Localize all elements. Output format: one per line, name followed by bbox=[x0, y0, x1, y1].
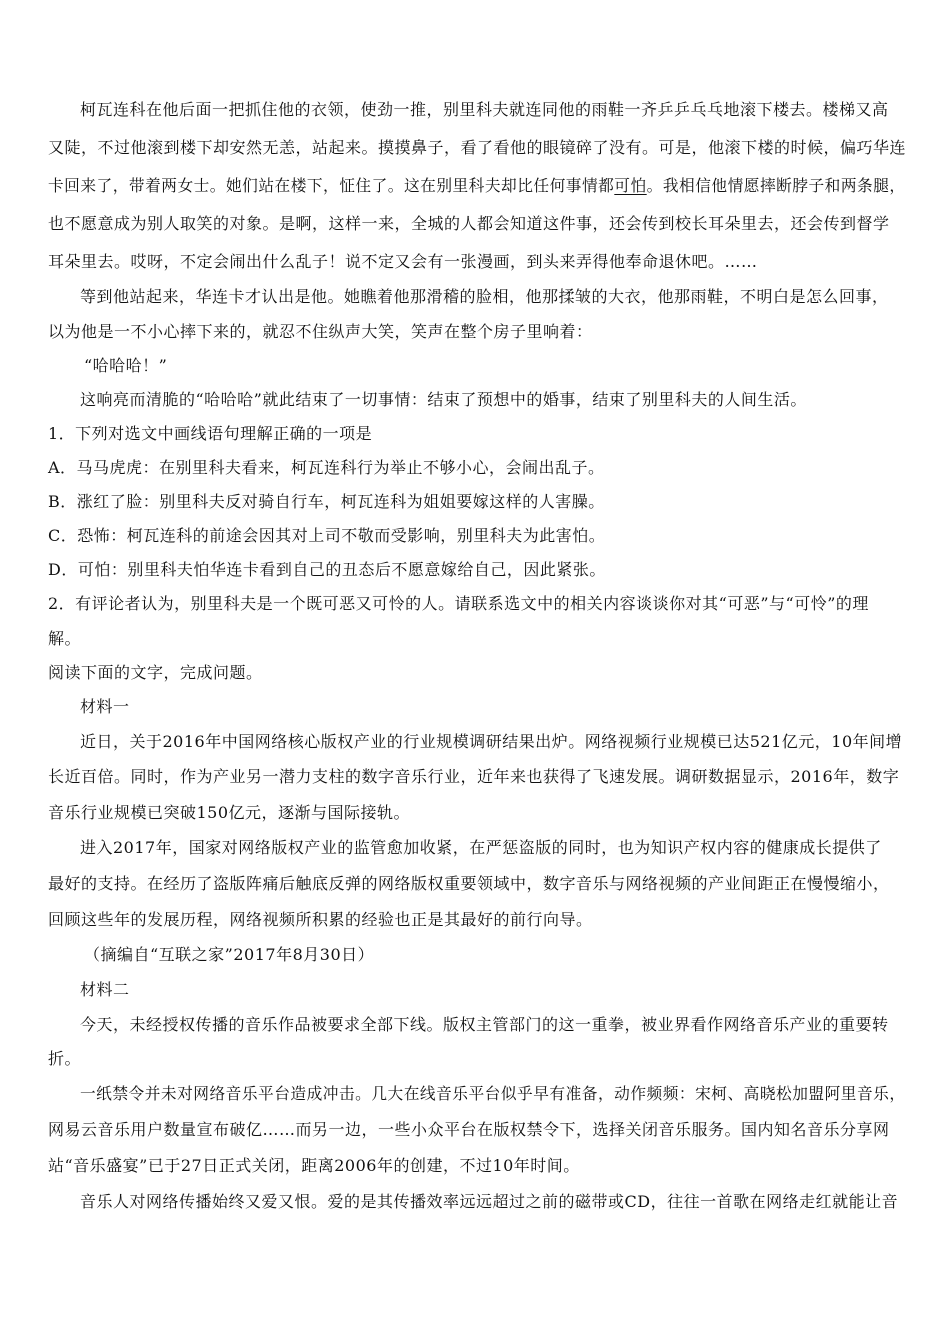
passage-p1-line4: 也不愿意成为别人取笑的对象。是啊，这样一来，全城的人都会知道这件事，还会传到校长耳朵里去，还会传到督学 bbox=[48, 214, 890, 233]
material-1-source: （摘编自“互联之家”2017年8月30日） bbox=[84, 945, 375, 964]
material-2-p1-line1: 今天，未经授权传播的音乐作品被要求全部下线。版权主管部门的这一重拳，被业界看作网络音乐产业的重要转 bbox=[80, 1015, 889, 1034]
passage-p1-line3-a: 卡回来了，带着两女士。她们站在楼下，怔住了。这在别里科夫却比任何事情都 bbox=[48, 176, 615, 195]
passage-p1-line3-b: 。我相信他情愿摔断脖子和两条腿， bbox=[646, 176, 906, 195]
material-1-p2-line3: 回顾这些年的发展历程，网络视频所积累的经验也正是其最好的前行向导。 bbox=[48, 910, 593, 929]
material-1-title: 材料一 bbox=[80, 697, 130, 716]
passage-p2-line2: 以为他是一不小心摔下来的，就忍不住纵声大笑，笑声在整个房子里响着： bbox=[48, 322, 593, 341]
material-1-p1-line3: 音乐行业规模已突破150亿元，逐渐与国际接轨。 bbox=[48, 803, 411, 822]
material-2-p1-line2: 折。 bbox=[48, 1049, 82, 1068]
material-2-p2-line2: 网易云音乐用户数量宣布破亿……而另一边，一些小众平台在版权禁令下，选择关闭音乐服务。国内知名音乐分享网 bbox=[48, 1120, 890, 1139]
material-2-p2-line3: 站“音乐盛宴”已于27日正式关闭，距离2006年的创建，不过10年时间。 bbox=[48, 1156, 580, 1175]
material-1-p1-line2: 长近百倍。同时，作为产业另一潜力支柱的数字音乐行业，近年来也获得了飞速发展。调研数据显示，2016年，数字 bbox=[48, 767, 900, 786]
passage-p1-line3 bbox=[48, 176, 906, 196]
material-2-p2-line1: 一纸禁令并未对网络音乐平台造成冲击。几大在线音乐平台似乎早有准备，动作频频：宋柯、高晓松加盟阿里音乐， bbox=[80, 1084, 906, 1103]
material-1-p1-line1: 近日，关于2016年中国网络核心版权产业的行业规模调研结果出炉。网络视频行业规模已达521亿元，10年间增 bbox=[80, 732, 903, 751]
question-2-line1: 2．有评论者认为，别里科夫是一个既可恶又可怜的人。请联系选文中的相关内容谈谈你对其“可恶”与“可怜”的理 bbox=[48, 594, 869, 613]
passage-p3: “哈哈哈！” bbox=[84, 356, 168, 375]
question-1: 1．下列对选文中画线语句理解正确的一项是 bbox=[48, 424, 373, 443]
question-2-line2: 解。 bbox=[48, 629, 82, 648]
question-1-option-d: D．可怕：别里科夫怕华连卡看到自己的丑态后不愿意嫁给自己，因此紧张。 bbox=[48, 560, 606, 579]
material-1-p2-line1: 进入2017年，国家对网络版权产业的监管愈加收紧，在严惩盗版的同时，也为知识产权内容的健康成长提供了 bbox=[80, 838, 882, 857]
material-1-p2-line2: 最好的支持。在经历了盗版阵痛后触底反弹的网络版权重要领域中，数字音乐与网络视频的产业间距正在慢慢缩小， bbox=[48, 874, 890, 893]
question-1-option-c: C．恐怖：柯瓦连科的前途会因其对上司不敬而受影响，别里科夫为此害怕。 bbox=[48, 526, 606, 545]
material-2-title: 材料二 bbox=[80, 980, 130, 999]
material-2-p3-line1: 音乐人对网络传播始终又爱又恨。爱的是其传播效率远远超过之前的磁带或CD，往往一首歌在网络走红就能让音 bbox=[80, 1192, 899, 1211]
reading-intro: 阅读下面的文字，完成问题。 bbox=[48, 663, 263, 682]
passage-p4: 这响亮而清脆的“哈哈哈”就此结束了一切事情：结束了预想中的婚事，结束了别里科夫的人间生活。 bbox=[80, 390, 807, 409]
question-1-option-b: B．涨红了脸：别里科夫反对骑自行车，柯瓦连科为姐姐要嫁这样的人害臊。 bbox=[48, 492, 605, 511]
question-1-option-a: A．马马虎虎：在别里科夫看来，柯瓦连科行为举止不够小心，会闹出乱子。 bbox=[48, 458, 605, 477]
passage-p1-line1: 柯瓦连科在他后面一把抓住他的衣领，使劲一推，别里科夫就连同他的雨鞋一齐乒乒乓乓地滚下楼去。楼梯又高 bbox=[80, 100, 889, 119]
passage-p1-line2: 又陡，不过他滚到楼下却安然无恙，站起来。摸摸鼻子，看了看他的眼镜碎了没有。可是，他滚下楼的时候，偏巧华连 bbox=[48, 138, 907, 157]
underlined-phrase: 可怕 bbox=[614, 176, 647, 195]
passage-p2-line1: 等到他站起来，华连卡才认出是他。她瞧着他那滑稽的脸相，他那揉皱的大衣，他那雨鞋，不明白是怎么回事， bbox=[80, 287, 889, 306]
passage-p1-line5: 耳朵里去。哎呀，不定会闹出什么乱子！说不定又会有一张漫画，到头来弄得他奉命退休吧。…… bbox=[48, 252, 758, 271]
